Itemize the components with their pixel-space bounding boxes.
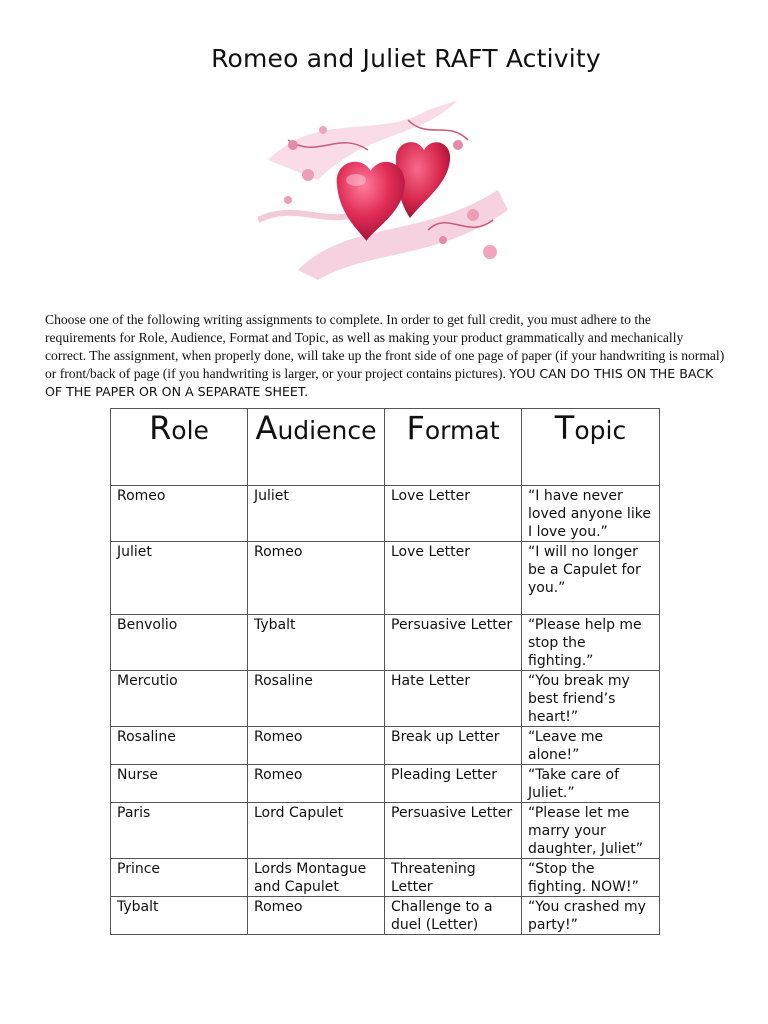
audience-cell: Romeo [248,727,385,765]
topic-cell: “I have never loved anyone like I love you.” [522,486,660,542]
table-row [111,859,660,897]
role-cell: Benvolio [111,615,248,671]
format-cell: Love Letter [385,542,522,615]
raft-table [110,408,660,935]
instructions-paragraph [45,311,725,401]
format-cell: Threatening Letter [385,859,522,897]
header-topic: Topic [522,409,660,486]
format-cell: Persuasive Letter [385,803,522,859]
audience-cell: Romeo [248,897,385,935]
table-row [111,765,660,803]
table-row [111,897,660,935]
role-cell: Tybalt [111,897,248,935]
role-cell: Juliet [111,542,248,615]
table-row [111,671,660,727]
format-cell: Persuasive Letter [385,615,522,671]
role-cell: Mercutio [111,671,248,727]
instructions-text: Choose one of the following writing assignments to complete. In order to get full credit, you must adhere to the requirements for Role, Audience, Format and Topic, as well as making your product grammatically and mechanically correct. The assignment, when properly done, will take up the front side of one page of paper (if your handwriting is normal) or front/back of page (if you handwriting is larger, or your project contains pictures). [45,312,725,381]
header-audience: Audience [248,409,385,486]
page-title: Romeo and Juliet RAFT Activity [211,44,601,73]
audience-cell: Romeo [248,542,385,615]
audience-cell: Romeo [248,765,385,803]
role-cell: Paris [111,803,248,859]
topic-cell: “Leave me alone!” [522,727,660,765]
format-cell: Hate Letter [385,671,522,727]
table-row [111,727,660,765]
audience-cell: Juliet [248,486,385,542]
hearts-illustration [258,100,508,280]
table-row [111,542,660,615]
table-row [111,803,660,859]
header-role: Role [111,409,248,486]
topic-cell: “You break my best friend’s heart!” [522,671,660,727]
role-cell: Nurse [111,765,248,803]
table-row [111,615,660,671]
format-cell: Love Letter [385,486,522,542]
header-format: Format [385,409,522,486]
table-row [111,486,660,542]
audience-cell: Lord Capulet [248,803,385,859]
topic-cell: “You crashed my party!” [522,897,660,935]
topic-cell: “Take care of Juliet.” [522,765,660,803]
topic-cell: “Please help me stop the fighting.” [522,615,660,671]
topic-cell: “Stop the fighting. NOW!” [522,859,660,897]
format-cell: Break up Letter [385,727,522,765]
format-cell: Pleading Letter [385,765,522,803]
role-cell: Romeo [111,486,248,542]
role-cell: Prince [111,859,248,897]
audience-cell: Tybalt [248,615,385,671]
role-cell: Rosaline [111,727,248,765]
audience-cell: Lords Montague and Capulet [248,859,385,897]
format-cell: Challenge to a duel (Letter) [385,897,522,935]
audience-cell: Rosaline [248,671,385,727]
topic-cell: “Please let me marry your daughter, Juliet” [522,803,660,859]
instructions-note: YOU CAN DO THIS ON THE BACK OF THE PAPER OR ON A SEPARATE SHEET. [45,366,714,399]
topic-cell: “I will no longer be a Capulet for you.” [522,542,660,615]
table-header-row [111,409,660,486]
